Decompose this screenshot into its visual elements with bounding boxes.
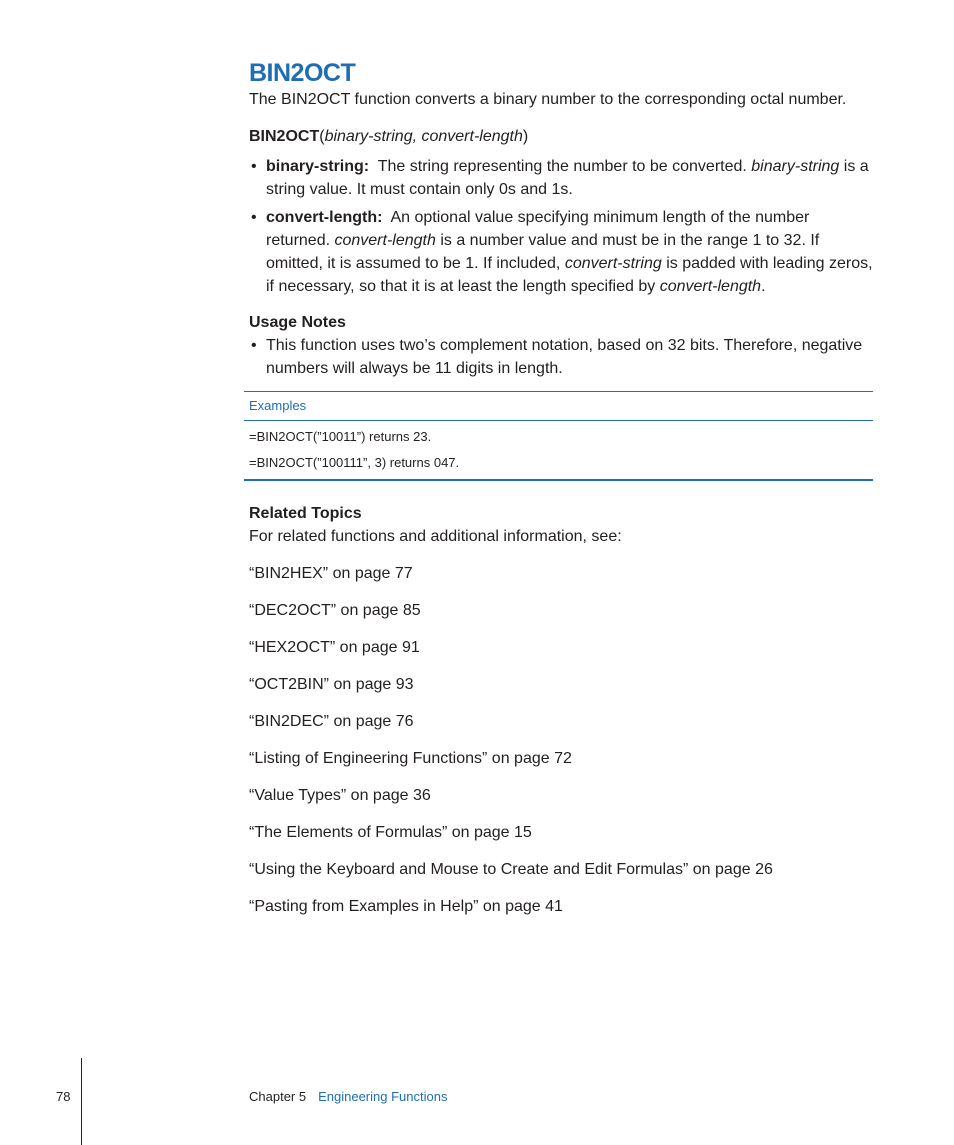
syntax-open-paren: ( [319, 128, 325, 145]
bullet-icon: • [251, 209, 257, 226]
related-topic-link[interactable]: “OCT2BIN” on page 93 [249, 676, 414, 693]
examples-table [244, 391, 873, 481]
page-content [249, 58, 873, 918]
related-topics-heading: Related Topics [249, 505, 362, 522]
argument-term: convert-string [564, 255, 662, 272]
argument-text: is a number value and must be in the range 1 to 32. If omitted, it is assumed to be 1. If included, [266, 232, 820, 272]
example-row: =BIN2OCT(”10011”) returns 23. [249, 429, 432, 444]
argument-text: The string representing the number to be converted. [377, 158, 752, 175]
bullet-icon: • [251, 337, 257, 354]
argument-term: convert-length [334, 232, 436, 249]
footer-section-link[interactable]: Engineering Functions [318, 1089, 448, 1104]
argument-text: . [761, 278, 766, 295]
related-topic-link[interactable]: “HEX2OCT” on page 91 [249, 639, 420, 656]
footer-divider [81, 1058, 82, 1145]
related-topics-intro: For related functions and additional information, see: [249, 528, 622, 545]
argument-list [249, 155, 873, 298]
related-topic-link[interactable]: “Pasting from Examples in Help” on page 41 [249, 898, 563, 915]
related-topic-link[interactable]: “BIN2HEX” on page 77 [249, 565, 413, 582]
examples-rows [244, 421, 873, 479]
related-topic-link[interactable]: “Listing of Engineering Functions” on page 72 [249, 750, 572, 767]
examples-heading: Examples [244, 392, 873, 421]
argument-item [249, 155, 873, 201]
footer-chapter-label: Chapter 5 [249, 1089, 307, 1104]
argument-text: An optional value specifying minimum length of the number returned. [266, 209, 810, 249]
argument-label: binary-string: [266, 158, 370, 175]
usage-note-item [249, 334, 873, 380]
related-topic-link[interactable]: “Using the Keyboard and Mouse to Create and Edit Formulas” on page 26 [249, 861, 773, 878]
syntax-args: binary-string, convert-length [324, 128, 523, 145]
related-topic-link[interactable]: “Value Types” on page 36 [249, 787, 431, 804]
argument-term: convert-length [659, 278, 762, 295]
related-topics-links [249, 562, 873, 918]
argument-label: convert-length: [266, 209, 383, 226]
function-syntax [249, 125, 873, 148]
footer-chapter [249, 1087, 447, 1107]
argument-text: is padded with leading zeros, if necessary, so that it is at least the length specified by [266, 255, 873, 295]
syntax-close-paren: ) [522, 128, 529, 145]
usage-notes-list [249, 334, 873, 380]
related-topic-link[interactable]: “DEC2OCT” on page 85 [249, 602, 421, 619]
bullet-icon: • [251, 158, 257, 175]
example-row: =BIN2OCT(”100111”, 3) returns 047. [249, 455, 460, 470]
page-number: 78 [56, 1089, 71, 1104]
function-description: The BIN2OCT function converts a binary number to the corresponding octal number. [249, 91, 847, 108]
argument-term: binary-string [751, 158, 840, 175]
related-topic-link[interactable]: “BIN2DEC” on page 76 [249, 713, 414, 730]
related-topic-link[interactable]: “The Elements of Formulas” on page 15 [249, 824, 532, 841]
syntax-name: BIN2OCT [249, 128, 320, 145]
argument-text: is a string value. It must contain only 0s and 1s. [266, 158, 869, 198]
argument-item [249, 206, 873, 298]
usage-note-text: This function uses two’s complement notation, based on 32 bits. Therefore, negative numbers will always be 11 digits in length. [266, 337, 863, 377]
function-title: BIN2OCT [249, 59, 356, 87]
usage-notes-heading: Usage Notes [249, 314, 346, 331]
